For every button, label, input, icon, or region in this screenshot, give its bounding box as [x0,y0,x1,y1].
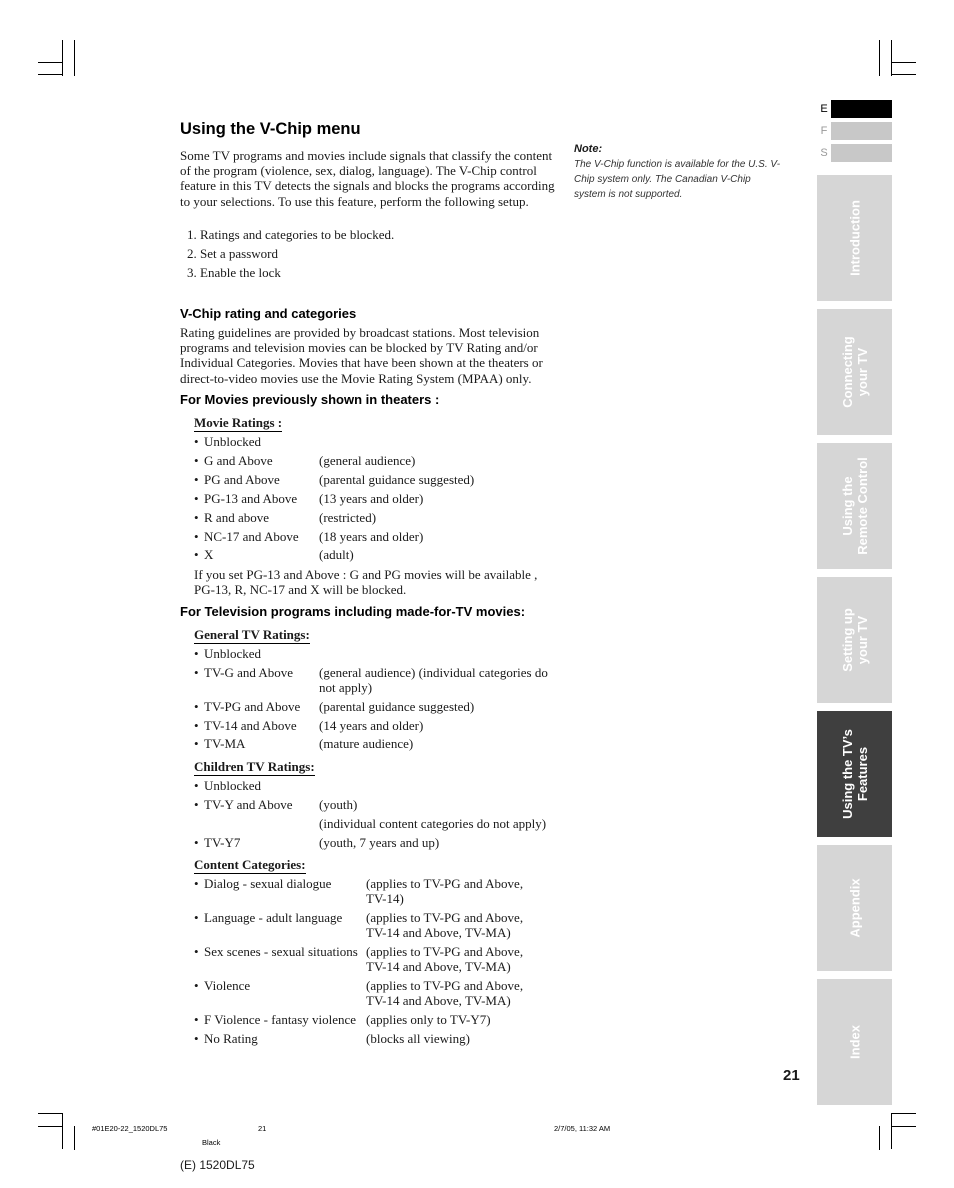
item-name: TV-PG and Above [204,699,301,714]
item-name: Unblocked [204,646,262,661]
item-description: (applies to TV-PG and Above, TV-14 and Above, TV-MA) [366,944,524,974]
item-name: R and above [204,510,269,525]
bullet-icon: • [194,529,199,544]
movies-heading: For Movies previously shown in theaters : [180,392,440,407]
crop-mark [879,40,880,76]
tab-appendix[interactable] [817,845,892,971]
crop-mark [892,74,916,75]
crop-mark [892,62,916,63]
step-item: 2. Set a password [187,246,278,261]
item-name: Language - adult language [204,910,343,925]
language-letter: E [817,100,831,118]
language-bar [832,100,892,118]
crop-mark [38,62,62,63]
bullet-icon: • [194,778,199,793]
tab-using-the-remote-control[interactable] [817,443,892,569]
step-item: 3. Enable the lock [187,265,281,280]
tab-using-the-tv-s-features[interactable] [817,711,892,837]
item-name: Unblocked [204,778,262,793]
item-name: Unblocked [204,434,262,449]
bullet-icon: • [194,699,199,714]
bullet-icon: • [194,978,199,993]
tab-label: Connecting your TV [839,336,870,408]
item-description: (18 years and older) [319,529,424,544]
crop-mark [892,1113,916,1114]
crop-mark [879,1126,880,1150]
footer-page: 21 [258,1124,267,1133]
note-title: Note: [574,143,603,155]
language-s-button[interactable] [817,144,892,162]
language-letter: S [817,144,831,162]
item-name: TV-Y and Above [204,797,293,812]
tv-heading: For Television programs including made-for-TV movies: [180,604,526,619]
tab-label: Index [847,1025,862,1059]
tab-label: Appendix [847,878,862,938]
tab-introduction[interactable] [817,175,892,301]
item-name: G and Above [204,453,273,468]
tab-label: Using the Remote Control [839,457,870,555]
step-item: 1. Ratings and categories to be blocked. [187,227,395,242]
note-text: The V-Chip function is available for the U.S. V-Chip system only. The Canadian V-Chip system is not supported. [574,159,781,200]
bullet-icon: • [194,453,199,468]
bullet-icon: • [194,797,199,812]
bullet-icon: • [194,1031,199,1046]
tab-label: Setting up your TV [839,608,870,672]
bullet-icon: • [194,944,199,959]
item-description: (adult) [319,547,354,562]
item-description: (parental guidance suggested) [319,699,475,714]
item-description: (general audience) (individual categories do not apply) [319,665,548,695]
tab-index[interactable] [817,979,892,1105]
language-f-button[interactable] [817,122,892,140]
bullet-icon: • [194,718,199,733]
content-categories-label: Content Categories: [194,857,306,872]
crop-mark [62,1113,63,1149]
item-name: Violence [204,978,251,993]
item-name: TV-G and Above [204,665,294,680]
item-description: (youth) [319,797,358,812]
crop-mark [74,1126,75,1150]
item-name: NC-17 and Above [204,529,299,544]
footer-model: (E) 1520DL75 [180,1158,255,1172]
item-description: (general audience) [319,453,416,468]
bullet-icon: • [194,1012,199,1027]
item-description: (applies to TV-PG and Above, TV-14 and Above, TV-MA) [366,978,524,1008]
tab-connecting-your-tv[interactable] [817,309,892,435]
crop-mark [62,40,63,76]
item-description: (applies to TV-PG and Above, TV-14 and Above, TV-MA) [366,910,524,940]
item-name: Sex scenes - sexual situations [204,944,358,959]
language-letter: F [817,122,831,140]
footer-color: Black [202,1138,221,1147]
item-description: (parental guidance suggested) [319,472,475,487]
item-description: (mature audience) [319,736,414,751]
bullet-icon: • [194,491,199,506]
crop-mark [38,74,62,75]
item-description: (restricted) [319,510,377,525]
item-name: TV-14 and Above [204,718,297,733]
bullet-icon: • [194,434,199,449]
bullet-icon: • [194,876,199,891]
footer-file: #01E20-22_1520DL75 [92,1124,168,1133]
item-description: (blocks all viewing) [366,1031,470,1046]
general-tv-ratings-label: General TV Ratings: [194,627,310,642]
item-description: (individual content categories do not apply) [319,816,547,831]
item-name: F Violence - fantasy violence [204,1012,357,1027]
crop-mark [891,40,892,76]
children-tv-ratings-label: Children TV Ratings: [194,759,315,774]
page-title: Using the V-Chip menu [180,120,361,138]
crop-mark [891,1113,892,1149]
bullet-icon: • [194,646,199,661]
bullet-icon: • [194,736,199,751]
bullet-icon: • [194,665,199,680]
item-name: TV-Y7 [204,835,241,850]
item-name: PG-13 and Above [204,491,298,506]
intro-paragraph: Some TV programs and movies include signals that classify the content of the program (violence, sex, dialog, language). The V-Chip control feature in this TV detects the signals and blocks the programs according to your selections. To use this feature, perform the following setup. [180,148,555,209]
tab-label: Introduction [847,200,862,276]
item-description: (youth, 7 years and up) [319,835,440,850]
item-name: PG and Above [204,472,280,487]
crop-mark [892,1126,916,1127]
language-bar [832,144,892,162]
item-description: (applies only to TV-Y7) [366,1012,491,1027]
footer-date: 2/7/05, 11:32 AM [554,1124,611,1133]
rating-paragraph: Rating guidelines are provided by broadcast stations. Most television programs and television movies can be blocked by TV Rating and/or Individual Categories. Movies that have been shown at the theaters or direct-to-video movies use the Movie Rating System (MPAA) only. [180,325,543,386]
item-description: (14 years and older) [319,718,424,733]
item-name: TV-MA [204,736,246,751]
crop-mark [38,1113,62,1114]
language-bar [832,122,892,140]
item-name: X [204,547,214,562]
movie-ratings-label: Movie Ratings : [194,415,283,430]
bullet-icon: • [194,835,199,850]
bullet-icon: • [194,910,199,925]
item-description: (applies to TV-PG and Above, TV-14) [366,876,524,906]
bullet-icon: • [194,472,199,487]
item-description: (13 years and older) [319,491,424,506]
item-name: Dialog - sexual dialogue [204,876,332,891]
tab-setting-up-your-tv[interactable] [817,577,892,703]
bullet-icon: • [194,547,199,562]
bullet-icon: • [194,510,199,525]
crop-mark [74,40,75,76]
crop-mark [38,1126,62,1127]
page-number: 21 [783,1067,800,1084]
item-name: No Rating [204,1031,258,1046]
tab-label: Using the TV’s Features [839,729,870,819]
section-heading: V-Chip rating and categories [180,306,357,321]
language-e-button[interactable] [817,100,892,118]
movies-note: If you set PG-13 and Above : G and PG movies will be available , PG-13, R, NC-17 and X will be blocked. [194,567,538,597]
